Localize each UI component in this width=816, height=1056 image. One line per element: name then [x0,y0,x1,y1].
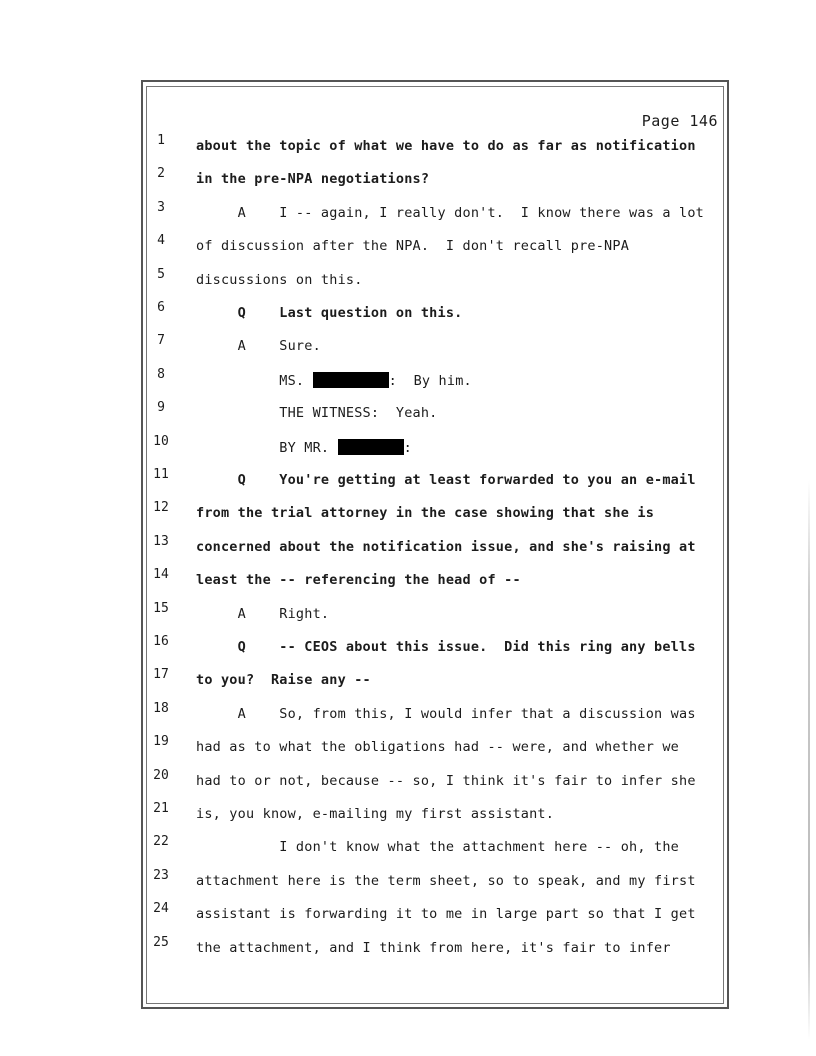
line-text: attachment here is the term sheet, so to speak, and my first [196,872,696,889]
line-text: BY MR. : [196,439,412,456]
transcript-line [0,267,816,299]
line-text: Q You're getting at least forwarded to you an e-mail [196,472,696,488]
transcript-line [0,434,816,466]
transcript-line [0,634,816,666]
line-number: 20 [153,767,169,783]
line-number: 1 [157,133,165,148]
line-text: had to or not, because -- so, I think it's fair to infer she [196,772,696,789]
line-number: 5 [157,266,165,282]
line-text: to you? Raise any -- [196,672,371,689]
transcript-line [0,768,816,800]
line-number: 14 [153,567,169,583]
transcript-line [0,367,816,399]
line-text: Q -- CEOS about this issue. Did this ring any bells [196,639,696,655]
line-text: least the -- referencing the head of -- [196,572,521,589]
line-text: A Right. [196,605,330,622]
redaction-box [313,372,389,388]
transcript-line [0,233,816,265]
line-number: 7 [157,333,165,349]
transcript-line [0,667,816,699]
redaction-box [338,439,404,455]
transcript-line [0,601,816,633]
transcript-line [0,935,816,967]
line-number: 24 [153,901,169,917]
transcript-line [0,500,816,532]
line-text: A I -- again, I really don't. I know there was a lot [196,204,704,221]
line-text: assistant is forwarding it to me in large part so that I get [196,906,696,923]
transcript-line [0,333,816,365]
line-text: in the pre-NPA negotiations? [196,171,430,188]
line-text: Q Last question on this. [196,305,463,321]
transcript-line [0,567,816,599]
transcript-line [0,400,816,432]
transcript-line [0,534,816,566]
transcript-line [0,467,816,499]
line-number: 8 [157,366,165,382]
line-number: 3 [157,199,165,215]
line-number: 6 [157,300,165,315]
line-number: 16 [153,634,169,649]
line-number: 9 [157,400,165,416]
line-number: 11 [153,467,169,482]
line-number: 4 [157,233,165,249]
line-text: from the trial attorney in the case showing that she is [196,505,655,522]
line-text: had as to what the obligations had -- were, and whether we [196,739,680,756]
line-text: A Sure. [196,338,321,355]
transcript-line [0,734,816,766]
scan-edge-shadow [808,480,810,1040]
transcript-line [0,133,816,165]
line-number: 10 [153,433,169,449]
transcript-line [0,300,816,332]
line-text: is, you know, e-mailing my first assistant. [196,806,555,822]
line-text: about the topic of what we have to do as far as notification [196,138,696,154]
transcript-line [0,166,816,198]
line-number: 21 [153,801,169,816]
line-number: 15 [153,600,169,616]
line-number: 2 [157,166,165,182]
transcript-line [0,868,816,900]
line-text: I don't know what the attachment here -- oh, the [196,839,680,856]
line-text: concerned about the notification issue, and she's raising at [196,538,696,555]
line-number: 25 [153,934,169,950]
line-text: of discussion after the NPA. I don't recall pre-NPA [196,238,630,255]
line-number: 13 [153,533,169,549]
line-number: 17 [153,667,169,683]
line-text: THE WITNESS: Yeah. [196,405,438,422]
line-number: 23 [153,867,169,883]
line-text: MS. : By him. [196,372,472,389]
transcript-line [0,801,816,833]
line-text: discussions on this. [196,271,363,288]
line-number: 19 [153,734,169,750]
line-text: A So, from this, I would infer that a discussion was [196,705,696,722]
line-number: 22 [153,834,169,850]
transcript-line [0,901,816,933]
line-number: 18 [153,700,169,716]
transcript-line [0,834,816,866]
transcript-line [0,200,816,232]
line-text: the attachment, and I think from here, it's fair to infer [196,939,671,956]
page-number: Page 146 [641,112,718,130]
line-number: 12 [153,500,169,516]
transcript-line [0,701,816,733]
